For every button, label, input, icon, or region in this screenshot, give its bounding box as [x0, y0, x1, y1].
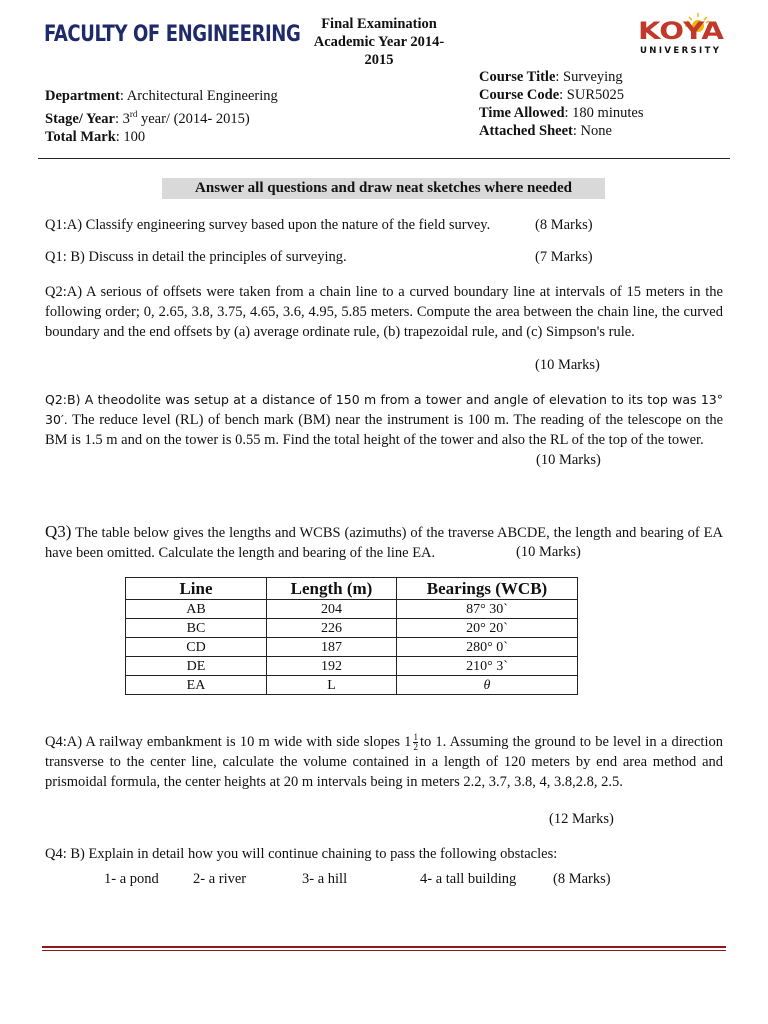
q1a-marks: (8 Marks): [535, 217, 593, 233]
table-header-cell: Length (m): [267, 578, 397, 600]
question-q1a: Q1:A) Classify engineering survey based upon the nature of the field survey. (8 Marks): [45, 217, 593, 233]
course-title-line: Course Title: Surveying: [479, 69, 623, 85]
fraction-one-half: $\frac{1}{2}$: [413, 732, 418, 753]
table-row: [126, 619, 578, 638]
table-cell: CD: [126, 638, 267, 657]
obstacle-item: 2- a river: [193, 871, 247, 887]
table-cell: EA: [126, 676, 267, 695]
department-line: Department: Architectural Engineering: [45, 88, 278, 104]
q2a-marks: (10 Marks): [535, 357, 600, 373]
department-info: [45, 87, 278, 146]
table-cell: 20° 20`: [397, 619, 578, 638]
stage-line: Stage/ Year: 3rd year/ (2014- 2015): [45, 109, 250, 127]
obstacle-item: 3- a hill: [302, 871, 348, 887]
q3-marks: (10 Marks): [516, 544, 581, 560]
table-cell: 87° 30`: [397, 600, 578, 619]
table-cell: 192: [267, 657, 397, 676]
instructions-banner: Answer all questions and draw neat sketches where needed: [162, 178, 605, 199]
university-logo: [636, 12, 726, 56]
footer-divider: [42, 946, 726, 948]
question-q2b: Q2:B) A theodolite was setup at a distance of 150 m from a tower and angle of elevation to its top was 13° 30′. The reduce level (RL) of bench mark (BM) near the instrument is 100 m. The reading of the telescope on the BM is 1.5 m and on the tower is 0.55 m. Find the total height of the tower and also the RL of the top of the tower.: [45, 392, 723, 448]
q4b-marks: (8 Marks): [553, 871, 611, 887]
table-cell: BC: [126, 619, 267, 638]
header-divider: [38, 158, 730, 159]
attached-sheet-line: Attached Sheet: None: [479, 123, 612, 139]
table-header-row: [126, 578, 578, 600]
question-q1b: Q1: B) Discuss in detail the principles of surveying. (7 Marks): [45, 249, 593, 265]
logo-wordmark: KOYA: [638, 17, 725, 45]
table-cell: 204: [267, 600, 397, 619]
table-cell: DE: [126, 657, 267, 676]
total-mark-line: Total Mark: 100: [45, 128, 146, 145]
question-q4a: Q4:A) A railway embankment is 10 m wide with side slopes 1 $\frac{1}{2}$ to 1. Assuming the ground to be level in a direction transverse to the center line, calculate the volume contained in a length of 120 meters by end area method and prismoidal formula, the center heights at 20 m intervals being in meters 2.2, 3.7, 3.8, 4, 3.8,2.8, 2.5.: [45, 732, 723, 791]
sun-logo-icon: [636, 12, 726, 56]
table-row: [126, 676, 578, 695]
exam-title: [300, 15, 458, 69]
table-cell: 187: [267, 638, 397, 657]
table-row: [126, 600, 578, 619]
table-header-cell: Bearings (WCB): [397, 578, 578, 600]
exam-title-line2: Academic Year 2014-2015: [313, 34, 445, 68]
course-code-line: Course Code: SUR5025: [479, 87, 625, 103]
table-cell: 226: [267, 619, 397, 638]
faculty-title: FACULTY OF ENGINEERING: [44, 22, 301, 47]
question-q4b: Q4: B) Explain in detail how you will continue chaining to pass the following obstacles:: [45, 846, 558, 862]
footer-divider-thin: [42, 950, 726, 951]
q4a-marks: (12 Marks): [549, 811, 614, 827]
course-info: [479, 68, 643, 140]
table-cell: AB: [126, 600, 267, 619]
time-allowed-line: Time Allowed: 180 minutes: [479, 105, 644, 121]
table-cell: 210° 3`: [397, 657, 578, 676]
table-header-cell: Line: [126, 578, 267, 600]
exam-title-line1: Final Examination: [321, 16, 437, 32]
obstacle-item: 1- a pond: [104, 871, 159, 887]
table-row: [126, 657, 578, 676]
table-cell: 280° 0`: [397, 638, 578, 657]
table-row: [126, 638, 578, 657]
question-q2a: Q2:A) A serious of offsets were taken from a chain line to a curved boundary line at intervals of 15 meters in the following order; 0, 2.65, 3.8, 3.75, 4.65, 3.6, 4.95, 5.85 meters. Compute the area between the chain line, the curved boundary and the end offsets by (a) average ordinate rule, (b) trapezoidal rule, and (c) Simpson's rule.: [45, 284, 723, 340]
q1b-marks: (7 Marks): [535, 249, 593, 265]
traverse-table: [125, 577, 578, 695]
logo-subtitle: UNIVERSITY: [640, 46, 722, 56]
question-q3: Q3) The table below gives the lengths and WCBS (azimuths) of the traverse ABCDE, the length and bearing of EA have been omitted. Calculate the length and bearing of the line EA.: [45, 522, 723, 561]
table-cell: θ: [397, 676, 578, 695]
obstacle-item: 4- a tall building: [420, 871, 517, 887]
q2b-marks: (10 Marks): [536, 452, 601, 468]
table-cell: L: [267, 676, 397, 695]
